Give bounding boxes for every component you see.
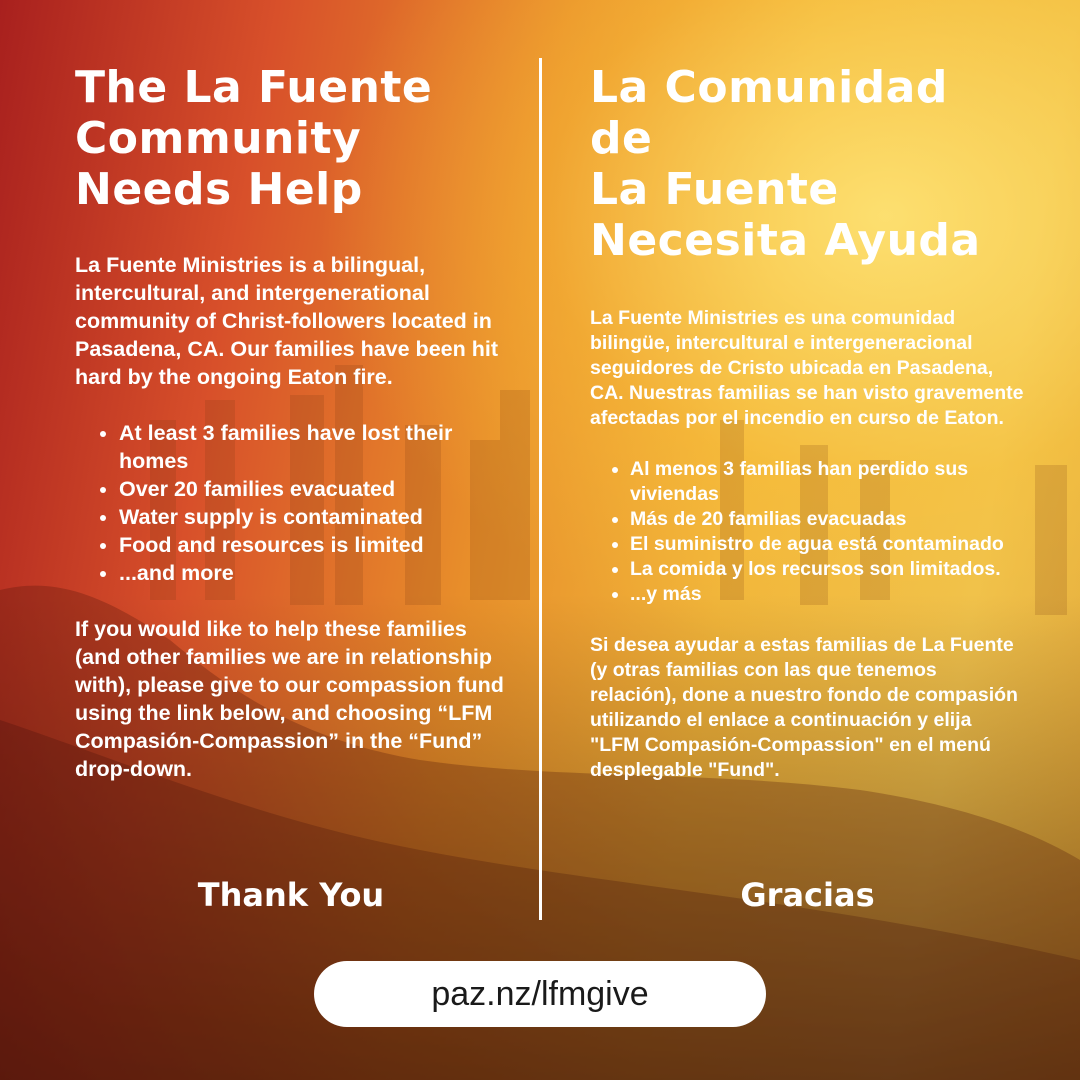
spanish-title-line-2: La Fuente (590, 164, 839, 215)
spanish-bullet: • ...y más (630, 582, 1025, 607)
donation-link-label: paz.nz/lfmgive (431, 974, 649, 1013)
english-column (75, 62, 515, 783)
spanish-intro: La Fuente Ministries es una comunidad bilingüe, intercultural e intergeneracional seguidores de Cristo ubicada en Pasadena, CA. Nuestras familias se han visto gravemente afectadas por el incendio en curso de Eaton. (590, 307, 1024, 429)
thank-you-heading: Thank You (197, 876, 385, 914)
spanish-bullet: • Al menos 3 familias han perdido sus viviendas (630, 457, 1025, 507)
spanish-title-line-3: Necesita Ayuda (590, 215, 981, 266)
english-bullet: • Water supply is contaminated (119, 503, 515, 531)
english-closing: If you would like to help these families (and other families we are in relationship with), please give to our compassion fund using the link below, and choosing “LFM Compasión-Compassion” in the “Fund” drop-down. (75, 617, 504, 781)
english-title-line-3: Needs Help (75, 164, 363, 215)
english-title-line-2: Community (75, 113, 362, 164)
english-intro: La Fuente Ministries is a bilingual, intercultural, and intergenerational community of Christ-followers located in Pasadena, CA. Our families have been hit hard by the ongoing Eaton fire. (75, 253, 498, 389)
spanish-closing: Si desea ayudar a estas familias de La Fuente (y otras familias con las que tenemos relación), done a nuestro fondo de compasión utilizando el enlace a continuación y elija "LFM Compasión-Compassion" en el menú desplegable "Fund". (590, 634, 1018, 781)
english-title-line-1: The La Fuente (75, 62, 433, 113)
english-bullet: • Food and resources is limited (119, 531, 515, 559)
column-divider (539, 58, 542, 920)
english-title (75, 62, 515, 215)
donation-link-button[interactable] (314, 961, 766, 1027)
spanish-bullet: • Más de 20 familias evacuadas (630, 507, 1025, 532)
english-bullet: • Over 20 families evacuated (119, 475, 515, 503)
english-bullet-list (75, 419, 515, 587)
spanish-column (590, 62, 1025, 783)
gracias-heading: Gracias (740, 876, 875, 914)
english-bullet: • At least 3 families have lost their homes (119, 419, 515, 475)
spanish-bullet: • La comida y los recursos son limitados. (630, 557, 1025, 582)
spanish-bullet-list (590, 457, 1025, 607)
spanish-bullet: • El suministro de agua está contaminado (630, 532, 1025, 557)
english-bullet: • ...and more (119, 559, 515, 587)
spanish-title (590, 62, 1025, 266)
spanish-title-line-1: La Comunidad de (590, 62, 948, 164)
